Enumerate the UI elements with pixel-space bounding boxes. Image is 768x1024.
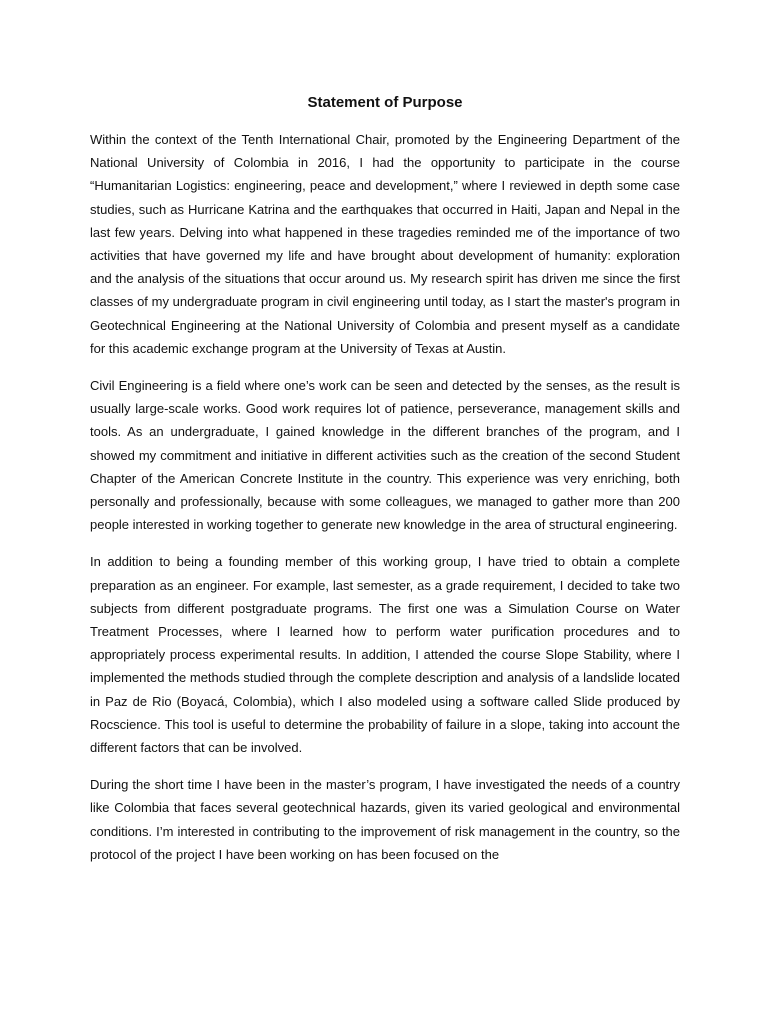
paragraph-3: In addition to being a founding member of this working group, I have tried to obtain a complete preparation as an engineer. For example, last semester, as a grade requirement, I decided to take two subjects from different postgraduate programs. The first one was a Simulation Course on Water Treatment Processes, where I learned how to perform water purification procedures and to appropriately process experimental results. In addition, I attended the course Slope Stability, where I implemented the methods studied through the complete description and analysis of a landslide located in Paz de Rio (Boyacá, Colombia), which I also modeled using a software called Slide produced by Rocscience. This tool is useful to determine the probability of failure in a slope, taking into account the different factors that can be involved. [90,554,680,756]
paragraph-2: Civil Engineering is a field where one’s work can be seen and detected by the senses, as the result is usually large-scale works. Good work requires lot of patience, perseverance, management skills and tools. As an undergraduate, I gained knowledge in the different branches of the program, and I showed my commitment and initiative in different activities such as the creation of the second Student Chapter of the American Concrete Institute in the country. This experience was very enriching, both personally and professionally, because with some colleagues, we managed to gather more than 200 people interested in working together to generate new knowledge in the area of structural engineering. [90,378,680,533]
paragraph-1: Within the context of the Tenth International Chair, promoted by the Engineering Department of the National University of Colombia in 2016, I had the opportunity to participate in the course “Humanitarian Logistics: engineering, peace and development,” where I reviewed in depth some case studies, such as Hurricane Katrina and the earthquakes that occurred in Haiti, Japan and Nepal in the last few years. Delving into what happened in these tragedies reminded me of the importance of two activities that have governed my life and have brought about development of humanity: exploration and the analysis of the situations that occur around us. My research spirit has driven me since the first classes of my undergraduate program in civil engineering until today, as I start the master's program in Geotechnical Engineering at the National University of Colombia and present myself as a candidate for this academic exchange program at the University of Texas at Austin. [90,132,680,356]
paragraph-4: During the short time I have been in the master’s program, I have investigated the needs of a country like Colombia that faces several geotechnical hazards, given its varied geological and environmental conditions. I’m interested in contributing to the improvement of risk management in the country, so the protocol of the project I have been working on has been focused on the [90,777,680,862]
document-title: Statement of Purpose [307,94,463,111]
